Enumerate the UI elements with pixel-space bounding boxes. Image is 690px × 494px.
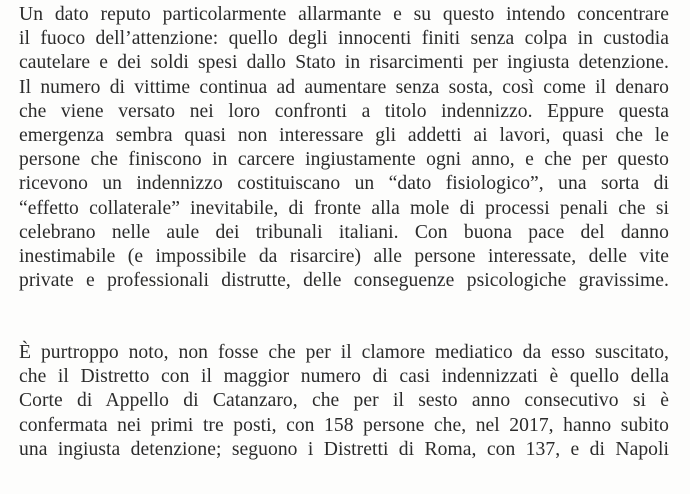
text-line: emergenza sembra quasi non interessare gli addetti ai lavori, quasi che le — [19, 124, 669, 146]
text-line: confermata nei primi tre posti, con 158 persone che, nel 2017, hanno subito — [19, 414, 669, 436]
text-line: celebrano nelle aule dei tribunali italiani. Con buona pace del danno — [19, 221, 669, 243]
text-line: che il Distretto con il maggior numero di casi indennizzati è quello della — [19, 366, 669, 388]
text-line: cautelare e dei soldi spesi dallo Stato in risarcimenti per ingiusta detenzione. — [19, 52, 669, 74]
text-line: una ingiusta detenzione; seguono i Distretti di Roma, con 137, e di Napoli — [19, 438, 669, 460]
text-line: persone che finiscono in carcere ingiustamente ogni anno, e che per questo — [19, 149, 669, 171]
text-line: Un dato reputo particolarmente allarmante e su questo intendo concentrare — [19, 4, 669, 25]
text-line: Corte di Appello di Catanzaro, che per il sesto anno consecutivo si è — [19, 390, 669, 412]
text-line: inestimabile (e impossibile da risarcire) alle persone interessate, delle vite — [19, 245, 669, 267]
paragraph-2 — [19, 341, 669, 462]
text-line: ricevono un indennizzo costituiscano un “dato fisiologico”, una sorta di — [19, 173, 669, 195]
text-line: il fuoco dell’attenzione: quello degli innocenti finiti senza colpa in custodia — [19, 28, 669, 50]
text-line: Il numero di vittime continua ad aumentare senza sosta, così come il denaro — [19, 76, 669, 98]
text-line: che viene versato nei loro confronti a titolo indennizzo. Eppure questa — [19, 100, 669, 122]
text-line: “effetto collaterale” inevitabile, di fronte alla mole di processi penali che si — [19, 197, 669, 219]
text-line: private e professionali distrutte, delle conseguenze psicologiche gravissime. — [19, 270, 669, 292]
paragraph-1 — [19, 3, 669, 293]
text-line: È purtroppo noto, non fosse che per il clamore mediatico da esso suscitato, — [19, 342, 669, 363]
